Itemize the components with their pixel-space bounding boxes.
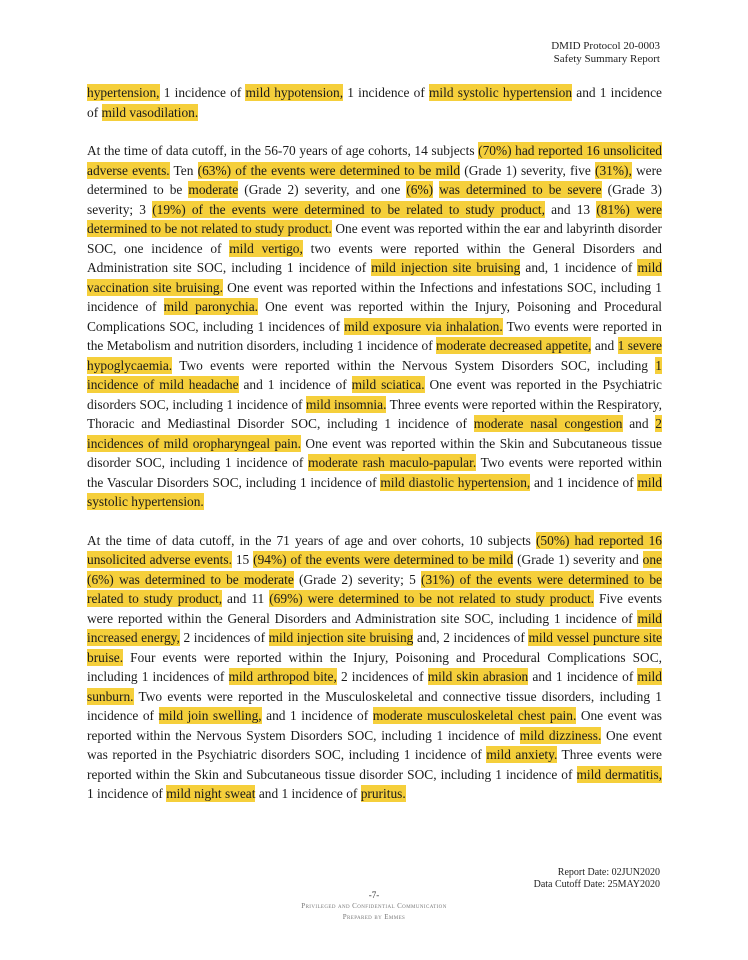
highlighted-text: 1 incidence of mild headache <box>87 357 662 392</box>
text-run: Two events were reported within the Nervous System Disorders SOC, including <box>172 357 656 373</box>
text-run: and <box>622 416 656 431</box>
highlighted-text: (31%) of the events were determined to be related to study product, <box>87 571 662 606</box>
text-run: 1 incidence of <box>159 85 246 100</box>
text-run: 1 incidence of <box>87 786 167 801</box>
document-body <box>87 83 662 823</box>
highlighted-text: mild arthropod bite, <box>228 669 337 684</box>
report-date: Report Date: 02JUN2020 <box>557 867 660 878</box>
highlighted-text: mild night sweat <box>166 786 256 801</box>
text-run: 1 incidence of <box>343 85 429 100</box>
highlighted-text: mild hypotension, <box>245 85 344 100</box>
text-run: Three events were reported within the Skin and Subcutaneous tissue disorder SOC, including 1 incidence of <box>87 747 662 782</box>
highlighted-text: (69%) were determined to be not related to study product. <box>269 591 595 606</box>
highlighted-text: mild increased energy, <box>87 610 662 645</box>
text-run: and 1 incidence of <box>261 708 373 723</box>
data-cutoff-date: Data Cutoff Date: 25MAY2020 <box>533 879 660 890</box>
text-run: One event was reported in the Psychiatric disorders SOC, including 1 incidence of <box>87 727 662 762</box>
text-run: One event was reported within the ear and labyrinth disorder SOC, one incidence of <box>87 221 662 256</box>
text-run: One event was reported within the Infections and infestations SOC, including 1 incidence of <box>87 279 662 314</box>
highlighted-text: 1 severe hypoglycaemia. <box>87 338 662 373</box>
text-run: and 13 <box>544 201 597 217</box>
highlighted-text: (70%) had reported 16 unsolicited adverse events. <box>87 143 662 178</box>
highlighted-text: moderate nasal congestion <box>473 416 623 431</box>
text-run: and 1 incidence of <box>530 474 638 490</box>
protocol-id: DMID Protocol 20-0003 <box>551 40 660 52</box>
highlighted-text: (63%) of the events were determined to be mild <box>197 162 461 178</box>
text-run: and, 1 incidence of <box>520 260 638 275</box>
highlighted-text: hypertension, <box>87 85 160 100</box>
text-run: Two events were reported in the Metabolism and nutrition disorders, including 1 incidence of <box>87 318 662 353</box>
text-run: Ten <box>169 162 198 178</box>
text-run: and 1 incidence of <box>238 377 352 392</box>
report-title: Safety Summary Report <box>553 53 660 65</box>
highlighted-text: mild vessel puncture site bruise. <box>87 630 662 665</box>
highlighted-text: (6%) <box>406 182 434 197</box>
highlighted-text: (50%) had reported 16 unsolicited adverse events. <box>87 532 662 567</box>
text-run: (Grade 3) severity; 3 <box>87 182 662 217</box>
text-run: One event was reported within the Skin and Subcutaneous tissue disorder SOC, including 1 incidence of <box>87 435 662 470</box>
text-run: Four events were reported within the Injury, Poisoning and Procedural Complications SOC, including 1 incidences of <box>87 649 662 684</box>
highlighted-text: (31%), <box>595 162 632 178</box>
highlighted-text: mild injection site bruising <box>371 260 521 275</box>
highlighted-text: mild exposure via inhalation. <box>344 318 503 334</box>
highlighted-text: moderate musculoskeletal chest pain. <box>372 708 577 723</box>
highlighted-text: moderate <box>188 182 239 197</box>
text-run: and <box>591 338 618 353</box>
highlighted-text: moderate decreased appetite, <box>436 338 592 353</box>
highlighted-text: 2 incidences of mild oropharyngeal pain. <box>87 416 662 451</box>
highlighted-text: mild diastolic hypertension, <box>380 474 531 490</box>
text-run: One event was reported within the Injury, Poisoning and Procedural Complications SOC, including 1 incidences of <box>87 299 663 334</box>
text-run: At the time of data cutoff, in the 56-70 years of age cohorts, 14 subjects <box>87 143 479 158</box>
highlighted-text: mild sunburn. <box>87 669 662 704</box>
text-run: 2 incidences of <box>179 630 269 645</box>
paragraph-1 <box>87 83 662 122</box>
highlighted-text: mild sciatica. <box>351 377 425 392</box>
highlighted-text: mild vasodilation. <box>101 104 199 120</box>
highlighted-text: mild injection site bruising <box>268 630 414 645</box>
paragraph-3 <box>87 531 662 804</box>
text-run: Two events were reported in the Musculoskeletal and connective tissue disorders, including 1 incidence of <box>87 688 662 723</box>
highlighted-text: one (6%) was determined to be moderate <box>87 552 662 587</box>
text-run: two events were reported within the General Disorders and Administration site SOC, including 1 incidence of <box>87 240 662 275</box>
highlighted-text: mild systolic hypertension. <box>87 474 662 509</box>
highlighted-text: (19%) of the events were determined to be related to study product, <box>152 201 545 217</box>
page-header <box>551 40 660 66</box>
paragraph-2 <box>87 141 662 512</box>
highlighted-text: pruritus. <box>360 786 406 801</box>
text-run: and 1 incidence of <box>87 85 662 120</box>
highlighted-text: mild systolic hypertension <box>429 85 573 100</box>
page-footer <box>0 890 748 923</box>
highlighted-text: mild join swelling, <box>158 708 262 723</box>
prepared-by: Prepared by Emmes <box>342 913 406 921</box>
text-run: (Grade 2) severity, and one <box>238 182 407 197</box>
text-run: and 11 <box>222 591 270 606</box>
highlighted-text: mild anxiety. <box>486 747 558 762</box>
highlighted-text: mild paronychia. <box>163 299 259 314</box>
highlighted-text: moderate rash maculo-papular. <box>308 455 477 470</box>
highlighted-text: (94%) of the events were determined to be mild <box>253 552 514 567</box>
page-number: -7- <box>368 890 380 900</box>
highlighted-text: mild skin abrasion <box>427 669 529 684</box>
text-run: (Grade 2) severity; 5 <box>293 571 421 587</box>
text-run: One event was reported in the Psychiatric disorders SOC, including 1 incidence of <box>87 377 663 412</box>
footer-dates <box>534 867 660 891</box>
text-run: 15 <box>231 552 254 567</box>
highlighted-text: (81%) were determined to be not related to study product. <box>87 201 662 236</box>
highlighted-text: mild dizziness. <box>519 727 602 743</box>
confidentiality-notice: Privileged and Confidential Communication <box>301 902 447 910</box>
text-run: (Grade 1) severity, five <box>460 162 595 178</box>
text-run: One event was reported within the Nervous System Disorders SOC, including 1 incidence of <box>87 708 662 743</box>
highlighted-text: was determined to be severe <box>439 182 602 197</box>
text-run: Three events were reported within the Respiratory, Thoracic and Mediastinal Disorder SOC, including 1 incidence of <box>87 396 662 431</box>
text-run: and 1 incidence of <box>255 786 361 801</box>
text-run: 2 incidences of <box>336 669 428 684</box>
text-run: At the time of data cutoff, in the 71 years of age and over cohorts, 10 subjects <box>87 532 536 548</box>
highlighted-text: mild insomnia. <box>305 396 387 412</box>
text-run: Two events were reported within the Vascular Disorders SOC, including 1 incidence of <box>87 455 662 490</box>
text-run: and, 2 incidences of <box>413 630 529 645</box>
text-run: and 1 incidence of <box>528 669 638 684</box>
highlighted-text: mild vaccination site bruising. <box>87 260 663 295</box>
text-run: were determined to be <box>87 162 663 197</box>
highlighted-text: mild dermatitis, <box>576 766 663 782</box>
text-run: Five events were reported within the General Disorders and Administration site SOC, including 1 incidence of <box>87 591 662 626</box>
text-run: (Grade 1) severity and <box>513 552 643 567</box>
highlighted-text: mild vertigo, <box>229 240 303 256</box>
